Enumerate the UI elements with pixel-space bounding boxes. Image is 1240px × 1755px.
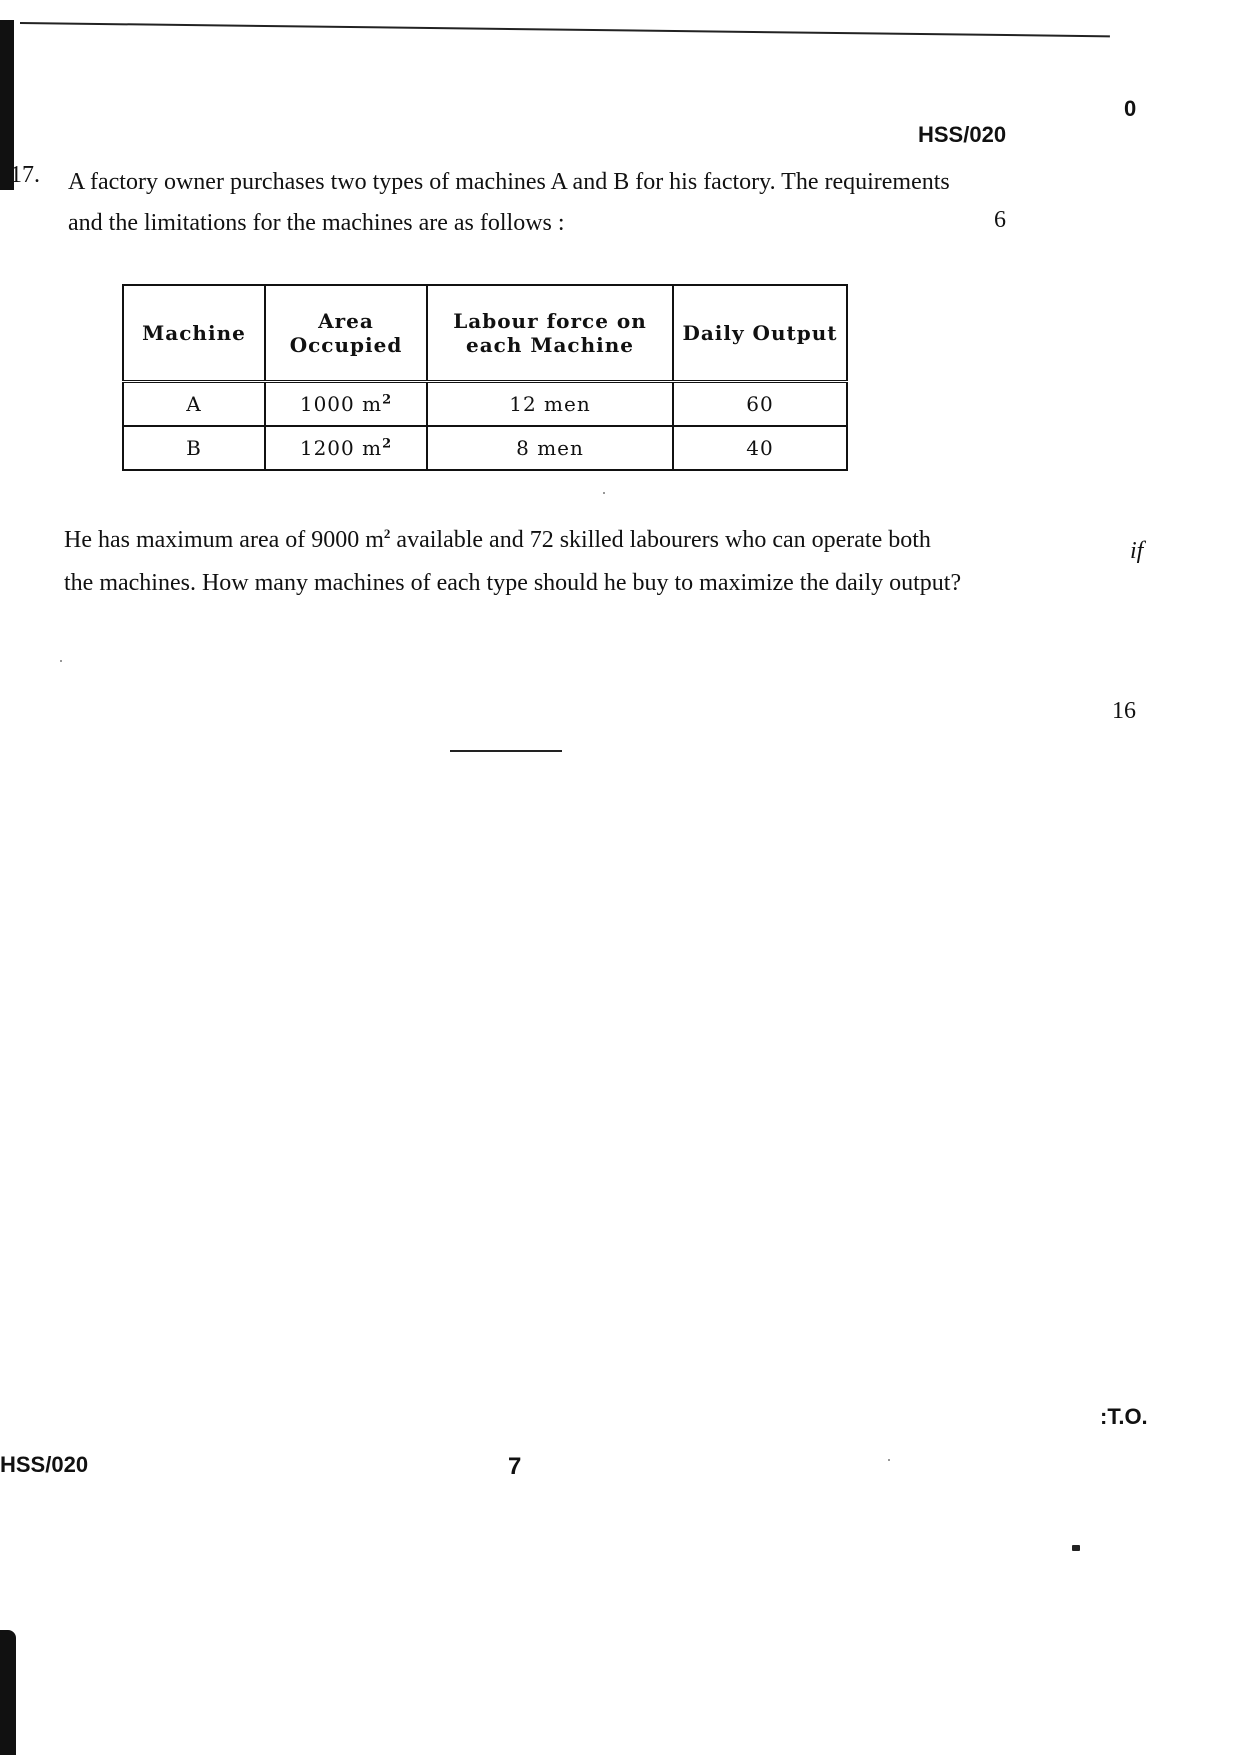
cell-area-value: 1000 m xyxy=(299,392,383,416)
question-text xyxy=(68,162,1018,244)
scan-speck xyxy=(1072,1545,1080,1551)
scan-speck xyxy=(888,1459,890,1461)
cell-machine: A xyxy=(123,382,265,427)
paragraph-part1: He has maximum area of 9000 m xyxy=(64,527,384,553)
margin-number-text: 16 xyxy=(1112,698,1136,724)
cell-labour: 12 men xyxy=(427,382,673,427)
header-output: Daily Output xyxy=(673,285,847,382)
table-row xyxy=(123,382,847,427)
page-number: 7 xyxy=(508,1453,522,1480)
question-paragraph xyxy=(64,512,1024,605)
header-area: Area Occupied xyxy=(265,285,427,382)
header-machine: Machine xyxy=(123,285,265,382)
top-scan-rule xyxy=(20,22,1110,37)
pto-text: :T.O. xyxy=(1100,1404,1148,1429)
cell-area-exponent: 2 xyxy=(382,392,393,408)
question-line-2: and the limitations for the machines are as follows : xyxy=(68,210,565,236)
cell-machine: B xyxy=(123,426,265,470)
paragraph-part2: available and 72 skilled labourers who can operate both xyxy=(390,527,931,553)
paragraph-line-1 xyxy=(64,512,1024,562)
paragraph-line-2: the machines. How many machines of each type should he buy to maximize the daily output? xyxy=(64,570,962,596)
scan-speck xyxy=(603,492,605,494)
header-labour: Labour force on each Machine xyxy=(427,285,673,382)
end-of-question-rule xyxy=(450,750,562,752)
margin-if-text: if xyxy=(1130,538,1144,564)
cell-labour: 8 men xyxy=(427,426,673,470)
question-number: 17. xyxy=(10,162,40,188)
paragraph-exponent: 2 xyxy=(383,526,391,541)
cell-area xyxy=(265,426,427,470)
cell-output: 60 xyxy=(673,382,847,427)
cell-output: 40 xyxy=(673,426,847,470)
question-marks: 6 xyxy=(994,207,1006,233)
table-header-row xyxy=(123,285,847,382)
cell-area-exponent: 2 xyxy=(382,436,393,452)
paper-code-footer: HSS/020 xyxy=(0,1452,89,1477)
machine-table xyxy=(122,284,848,471)
paper-code-header: HSS/020 xyxy=(918,122,1007,147)
cell-area xyxy=(265,382,427,427)
left-scan-mark xyxy=(0,1630,16,1755)
cell-area-value: 1200 m xyxy=(299,436,383,460)
scan-speck xyxy=(60,660,62,662)
question-line-1: A factory owner purchases two types of machines A and B for his factory. The requirements xyxy=(68,169,950,195)
corner-text: 0 xyxy=(1124,96,1137,121)
table-row xyxy=(123,426,847,470)
